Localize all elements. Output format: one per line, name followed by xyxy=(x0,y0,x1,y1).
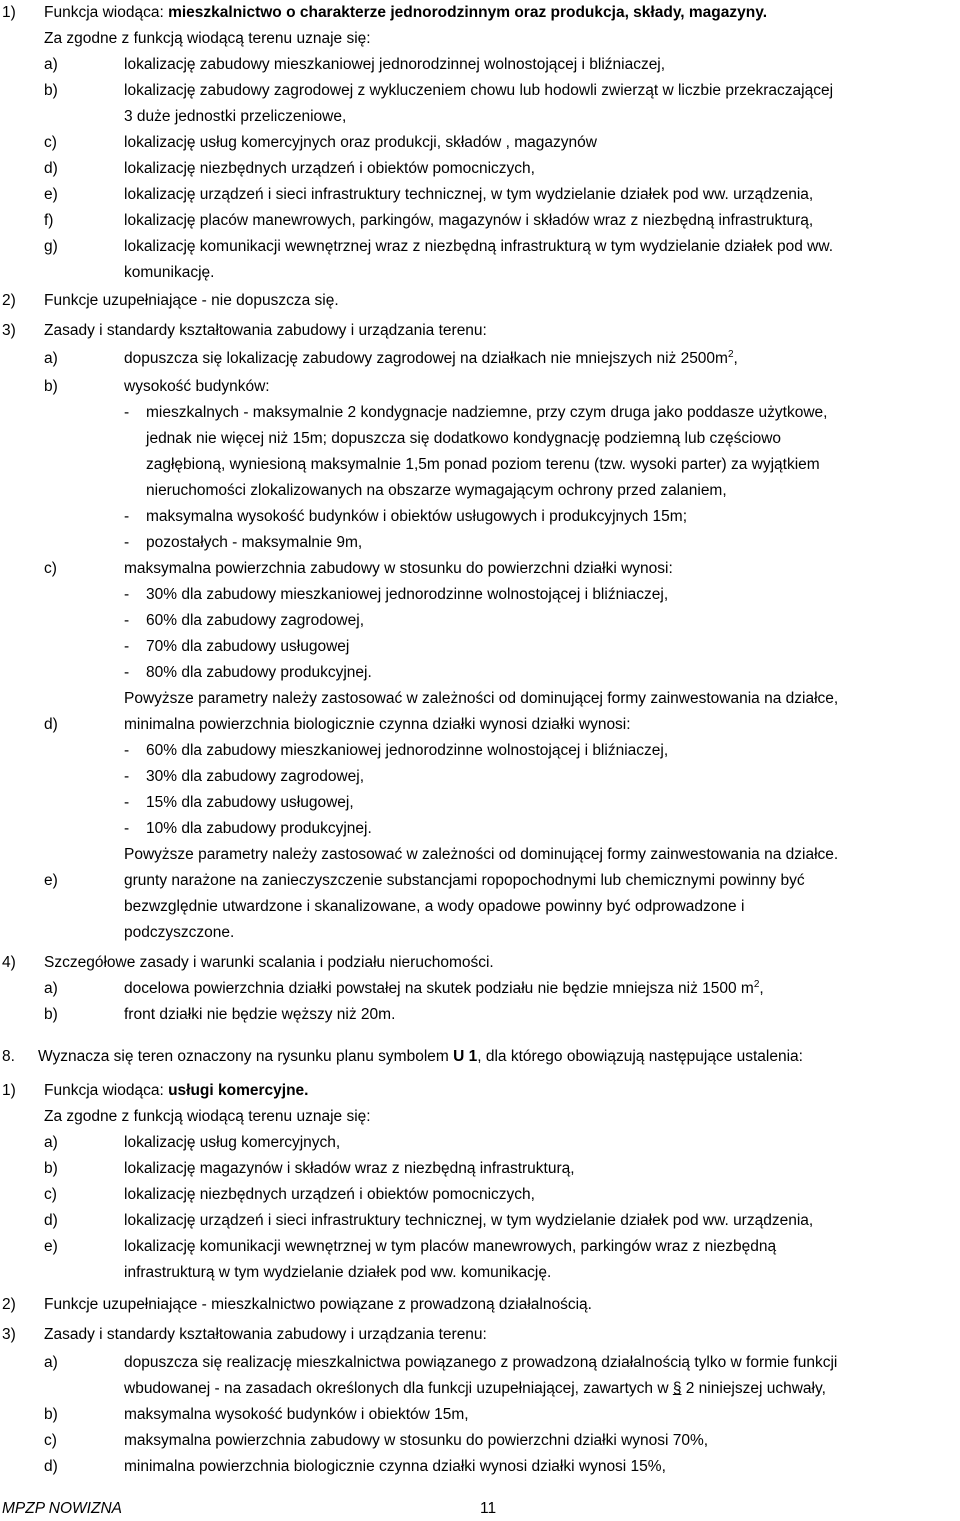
text-run: maksymalna wysokość budynków i obiektów usługowych i produkcyjnych 15m; xyxy=(146,508,688,525)
text-run: lokalizację komunikacji wewnętrznej w tym placów manewrowych, parkingów wraz z niezbędną xyxy=(124,1238,777,1255)
text-run: Za zgodne z funkcją wiodącą terenu uznaje się: xyxy=(44,30,371,47)
list-marker: 2) xyxy=(2,1296,16,1313)
text-run: lokalizację magazynów i składów wraz z niezbędną infrastrukturą, xyxy=(124,1160,575,1177)
list-marker: 2) xyxy=(2,292,16,309)
list-marker: - xyxy=(124,768,130,785)
text-line xyxy=(146,611,364,631)
text-line xyxy=(44,3,767,23)
list-marker: d) xyxy=(44,1212,58,1229)
text-line xyxy=(44,29,371,49)
text-run: maksymalna wysokość budynków i obiektów 15m, xyxy=(124,1406,469,1423)
text-line xyxy=(124,1133,340,1153)
text-run: minimalna powierzchnia biologicznie czynna działki wynosi działki wynosi 15%, xyxy=(124,1458,666,1475)
section-sign: § xyxy=(672,1380,682,1397)
text-line xyxy=(124,237,833,257)
list-marker: e) xyxy=(44,1238,58,1255)
list-marker: d) xyxy=(44,716,58,733)
list-marker: - xyxy=(124,612,130,629)
text-line xyxy=(44,321,487,341)
text-run: maksymalna powierzchnia zabudowy w stosunku do powierzchni działki wynosi: xyxy=(124,560,673,577)
text-line xyxy=(124,185,813,205)
text-run: Funkcje uzupełniające - nie dopuszcza się. xyxy=(44,292,339,309)
text-run: 60% dla zabudowy mieszkaniowej jednorodzinne wolnostojącej i bliźniaczej, xyxy=(146,742,669,759)
list-marker: - xyxy=(124,794,130,811)
list-marker: b) xyxy=(44,1006,58,1023)
text-run: wysokość budynków: xyxy=(124,378,270,395)
list-marker: b) xyxy=(44,1160,58,1177)
list-marker: - xyxy=(124,664,130,681)
footer-title: MPZP NOWIZNA xyxy=(2,1500,122,1517)
text-run: mieszkalnych - maksymalnie 2 kondygnacje nadziemne, przy czym druga jako poddasze użytkowe, xyxy=(146,404,828,421)
text-line xyxy=(124,55,665,75)
text-run: lokalizację usług komercyjnych oraz produkcji, składów , magazynów xyxy=(124,134,597,151)
list-marker: 3) xyxy=(2,322,16,339)
text-run: Szczegółowe zasady i warunki scalania i podziału nieruchomości. xyxy=(44,954,494,971)
text-line xyxy=(146,637,349,657)
list-marker: f) xyxy=(44,212,54,229)
text-run: bezwzględnie utwardzone i skanalizowane, a wody opadowe powinny być odprowadzone i xyxy=(124,898,745,915)
text-line xyxy=(146,767,364,787)
text-line xyxy=(146,403,827,423)
text-line xyxy=(44,291,339,311)
text-run: lokalizację niezbędnych urządzeń i obiektów pomocniczych, xyxy=(124,160,535,177)
list-marker: - xyxy=(124,820,130,837)
text-run: nieruchomości zlokalizowanych na obszarze wymagającym ochrony przed zalaniem, xyxy=(146,482,727,499)
text-line xyxy=(124,871,805,891)
text-run: Funkcja wiodąca: xyxy=(44,1082,169,1099)
text-line xyxy=(124,559,673,579)
text-run: Powyższe parametry należy zastosować w zależności od dominującej formy zainwestowania na działce, xyxy=(124,690,839,707)
text-line xyxy=(124,1159,575,1179)
text-line xyxy=(124,349,738,369)
text-line xyxy=(146,507,687,527)
text-line xyxy=(44,1107,371,1127)
text-line xyxy=(124,1353,837,1373)
list-marker: e) xyxy=(44,186,58,203)
list-marker: 1) xyxy=(2,4,16,21)
list-marker: b) xyxy=(44,82,58,99)
text-line xyxy=(44,1295,592,1315)
text-run: 3 duże jednostki przeliczeniowe, xyxy=(124,108,347,125)
text-run: 15% dla zabudowy usługowej, xyxy=(146,794,354,811)
text-line xyxy=(124,1405,469,1425)
text-line xyxy=(124,263,214,283)
text-line xyxy=(124,1185,535,1205)
text-run: lokalizację zabudowy mieszkaniowej jednorodzinnej wolnostojącej i bliźniaczej, xyxy=(124,56,666,73)
list-marker: - xyxy=(124,508,130,525)
text-run: , dla którego obowiązują następujące ustalenia: xyxy=(477,1048,803,1065)
text-run: Powyższe parametry należy zastosować w zależności od dominującej formy zainwestowania na działce. xyxy=(124,846,839,863)
list-marker: 3) xyxy=(2,1326,16,1343)
text-run: , xyxy=(733,350,738,367)
text-run: 2 niniejszej uchwały, xyxy=(681,1380,826,1397)
text-line xyxy=(146,481,727,501)
text-run: komunikację. xyxy=(124,264,215,281)
list-marker: 8. xyxy=(2,1048,15,1065)
text-line xyxy=(146,533,362,553)
text-run: 70% dla zabudowy usługowej xyxy=(146,638,350,655)
text-line xyxy=(124,979,764,999)
text-line xyxy=(124,715,631,735)
list-marker: a) xyxy=(44,1134,58,1151)
bold-run: usługi komercyjne. xyxy=(168,1082,309,1099)
text-line xyxy=(124,1263,551,1283)
text-line xyxy=(146,793,354,813)
list-marker: a) xyxy=(44,1354,58,1371)
list-marker: d) xyxy=(44,160,58,177)
list-marker: a) xyxy=(44,350,58,367)
text-run: lokalizację zabudowy zagrodowej z wykluczeniem chowu lub hodowli zwierząt w liczbie przekraczającej xyxy=(124,82,834,99)
text-run: lokalizację placów manewrowych, parkingów, magazynów i składów wraz z niezbędną infrastrukturą, xyxy=(124,212,814,229)
list-marker: c) xyxy=(44,134,57,151)
bold-run: U 1 xyxy=(453,1048,478,1065)
text-line xyxy=(38,1047,803,1067)
text-run: 60% dla zabudowy zagrodowej, xyxy=(146,612,364,629)
text-line xyxy=(124,845,838,865)
text-run: pozostałych - maksymalnie 9m, xyxy=(146,534,363,551)
text-line xyxy=(124,1211,813,1231)
text-run: Funkcje uzupełniające - mieszkalnictwo powiązane z prowadzoną działalnością. xyxy=(44,1296,592,1313)
list-marker: c) xyxy=(44,1186,57,1203)
text-line xyxy=(44,1325,487,1345)
text-line xyxy=(124,377,270,397)
text-line xyxy=(124,133,597,153)
text-run: zagłębioną, wyniesioną maksymalnie 1,5m ponad poziom terenu (tzw. wysoki parter) za wyjątkiem xyxy=(146,456,820,473)
text-run: Zasady i standardy kształtowania zabudowy i urządzania terenu: xyxy=(44,322,487,339)
text-line xyxy=(124,1457,666,1477)
text-line xyxy=(124,81,833,101)
text-run: minimalna powierzchnia biologicznie czynna działki wynosi działki wynosi: xyxy=(124,716,631,733)
text-run: jednak nie więcej niż 15m; dopuszcza się dodatkowo kondygnację podziemną lub częściowo xyxy=(146,430,782,447)
list-marker: a) xyxy=(44,56,58,73)
text-run: docelowa powierzchnia działki powstałej na skutek podziału nie będzie mniejsza niż 1500 m xyxy=(124,980,754,997)
text-line xyxy=(124,159,535,179)
text-line xyxy=(146,819,372,839)
text-run: dopuszcza się lokalizację zabudowy zagrodowej na działkach nie mniejszych niż 2500m xyxy=(124,350,728,367)
text-run: 30% dla zabudowy zagrodowej, xyxy=(146,768,364,785)
text-line xyxy=(124,211,813,231)
list-marker: - xyxy=(124,586,130,603)
list-marker: e) xyxy=(44,872,58,889)
page-number: 11 xyxy=(480,1500,497,1517)
text-run: 30% dla zabudowy mieszkaniowej jednorodzinne wolnostojącej i bliźniaczej, xyxy=(146,586,669,603)
list-marker: - xyxy=(124,404,130,421)
text-run: Wyznacza się teren oznaczony na rysunku planu symbolem xyxy=(38,1048,454,1065)
text-run: lokalizację niezbędnych urządzeń i obiektów pomocniczych, xyxy=(124,1186,535,1203)
text-run: wbudowanej - na zasadach określonych dla funkcji uzupełniającej, zawartych w xyxy=(124,1380,673,1397)
text-run: maksymalna powierzchnia zabudowy w stosunku do powierzchni działki wynosi 70%, xyxy=(124,1432,709,1449)
text-run: , xyxy=(759,980,764,997)
superscript: 2 xyxy=(727,349,734,360)
text-line xyxy=(124,1237,776,1257)
text-run: lokalizację urządzeń i sieci infrastruktury technicznej, w tym wydzielanie działek pod ww. urządzenia, xyxy=(124,1212,814,1229)
superscript: 2 xyxy=(753,979,760,990)
text-line xyxy=(146,429,781,449)
text-line xyxy=(146,455,820,475)
list-marker: d) xyxy=(44,1458,58,1475)
text-run: Zasady i standardy kształtowania zabudowy i urządzania terenu: xyxy=(44,1326,487,1343)
text-run: dopuszcza się realizację mieszkalnictwa powiązanego z prowadzoną działalnością tylko w formie funkcji xyxy=(124,1354,838,1371)
bold-run: mieszkalnictwo o charakterze jednorodzinnym oraz produkcja, składy, magazyny. xyxy=(168,4,768,21)
text-line xyxy=(124,689,838,709)
text-line xyxy=(146,741,668,761)
text-line xyxy=(124,1005,395,1025)
text-run: Funkcja wiodąca: xyxy=(44,4,169,21)
text-run: Za zgodne z funkcją wiodącą terenu uznaje się: xyxy=(44,1108,371,1125)
text-run: 10% dla zabudowy produkcyjnej. xyxy=(146,820,372,837)
text-line xyxy=(124,923,234,943)
text-run: 80% dla zabudowy produkcyjnej. xyxy=(146,664,372,681)
list-marker: g) xyxy=(44,238,58,255)
list-marker: b) xyxy=(44,1406,58,1423)
text-line xyxy=(146,585,668,605)
text-line xyxy=(146,663,372,683)
list-marker: b) xyxy=(44,378,58,395)
text-run: lokalizację usług komercyjnych, xyxy=(124,1134,341,1151)
list-marker: - xyxy=(124,638,130,655)
list-marker: - xyxy=(124,742,130,759)
text-line xyxy=(124,1431,708,1451)
text-line xyxy=(124,107,346,127)
text-run: infrastrukturą w tym wydzielanie działek pod ww. komunikację. xyxy=(124,1264,552,1281)
text-line xyxy=(124,1379,826,1399)
text-run: grunty narażone na zanieczyszczenie substancjami ropopochodnymi lub chemicznymi powinny być xyxy=(124,872,805,889)
text-line xyxy=(44,1081,308,1101)
list-marker: c) xyxy=(44,560,57,577)
text-run: podczyszczone. xyxy=(124,924,235,941)
text-line xyxy=(44,953,494,973)
text-run: front działki nie będzie węższy niż 20m. xyxy=(124,1006,396,1023)
text-run: lokalizację urządzeń i sieci infrastruktury technicznej, w tym wydzielanie działek pod ww. urządzenia, xyxy=(124,186,814,203)
list-marker: - xyxy=(124,534,130,551)
list-marker: 4) xyxy=(2,954,16,971)
list-marker: c) xyxy=(44,1432,57,1449)
text-run: lokalizację komunikacji wewnętrznej wraz z niezbędną infrastrukturą w tym wydzielanie działek pod ww. xyxy=(124,238,834,255)
text-line xyxy=(124,897,744,917)
list-marker: 1) xyxy=(2,1082,16,1099)
list-marker: a) xyxy=(44,980,58,997)
